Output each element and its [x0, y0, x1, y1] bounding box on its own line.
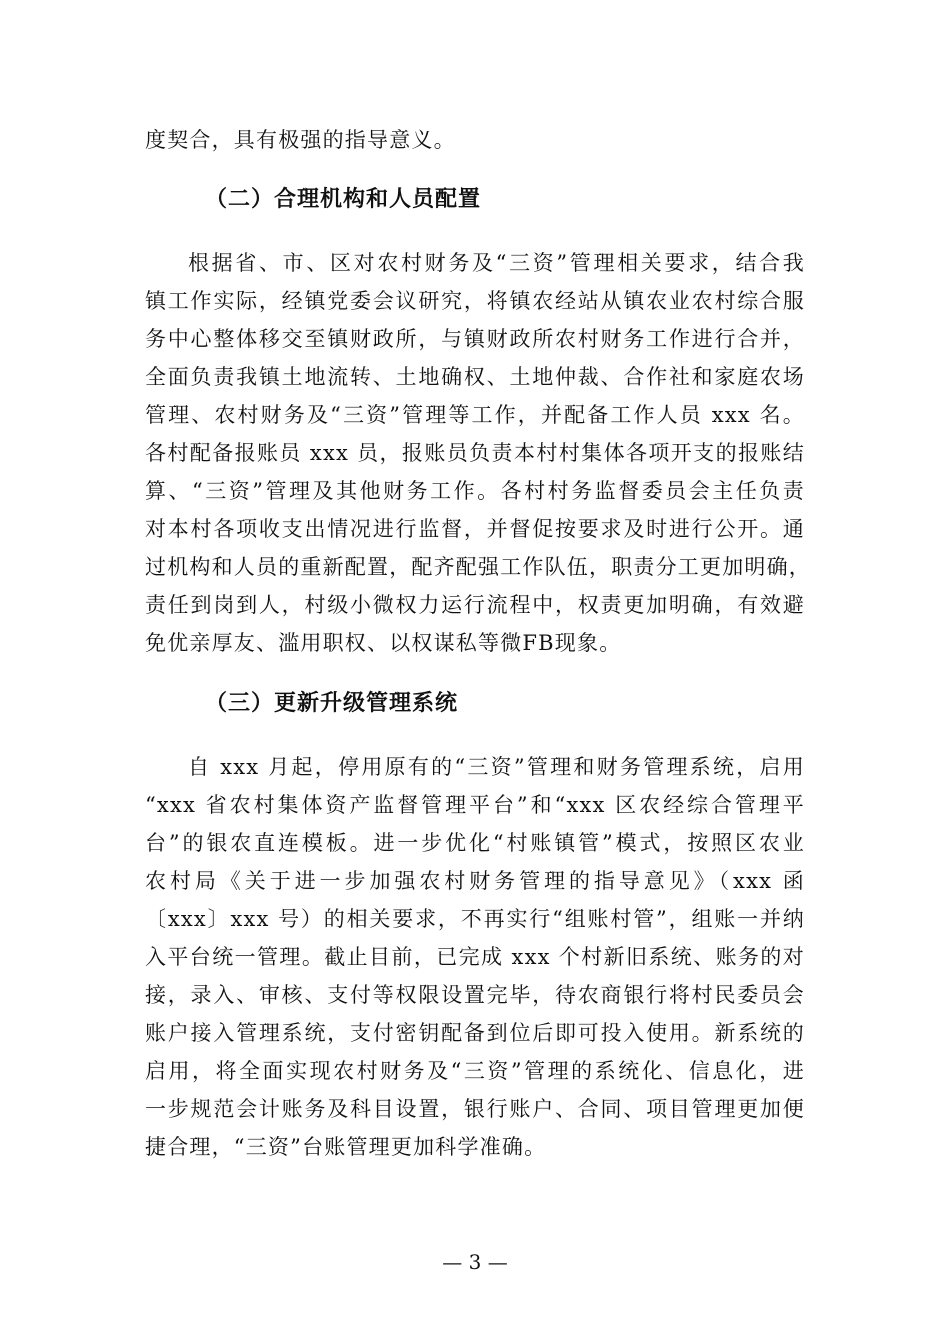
paragraph-line: “xxx 省农村集体资产监督管理平台”和“xxx 区农经综合管理平 [145, 793, 805, 817]
paragraph-line: 务中心整体移交至镇财政所，与镇财政所农村财务工作进行合并， [145, 327, 805, 351]
paragraph-line: 入平台统一管理。截止目前，已完成 xxx 个村新旧系统、账务的对 [145, 945, 805, 969]
paragraph-line: 镇工作实际，经镇党委会议研究，将镇农经站从镇农业农村综合服 [145, 289, 805, 313]
paragraph-line: 启用，将全面实现农村财务及“三资”管理的系统化、信息化，进 [145, 1059, 805, 1083]
section-heading-2: （二）合理机构和人员配置 [205, 187, 482, 212]
paragraph-line: 算、“三资”管理及其他财务工作。各村村务监督委员会主任负责 [145, 479, 805, 503]
paragraph-line: 根据省、市、区对农村财务及“三资”管理相关要求，结合我 [188, 251, 805, 275]
paragraph-line: 自 xxx 月起，停用原有的“三资”管理和财务管理系统，启用 [188, 755, 805, 779]
paragraph-line: 管理、农村财务及“三资”管理等工作，并配备工作人员 xxx 名。 [145, 403, 805, 427]
paragraph-line: 台”的银农直连模板。进一步优化“村账镇管”模式，按照区农业 [145, 831, 805, 855]
paragraph-line: 农村局《关于进一步加强农村财务管理的指导意见》（xxx 函 [145, 869, 805, 893]
paragraph-line: 〔xxx〕xxx 号）的相关要求，不再实行“组账村管”，组账一并纳 [145, 907, 805, 931]
paragraph-line: 全面负责我镇土地流转、土地确权、土地仲裁、合作社和家庭农场 [145, 365, 805, 389]
paragraph-line: 一步规范会计账务及科目设置，银行账户、合同、项目管理更加便 [145, 1097, 805, 1121]
page-number: — 3 — [442, 1250, 508, 1274]
paragraph-line: 度契合，具有极强的指导意义。 [145, 128, 456, 152]
paragraph-line: 责任到岗到人，村级小微权力运行流程中，权责更加明确，有效避 [145, 593, 805, 617]
paragraph-line: 捷合理，“三资”台账管理更加科学准确。 [145, 1135, 547, 1159]
paragraph-line: 接，录入、审核、支付等权限设置完毕，待农商银行将村民委员会 [145, 983, 805, 1007]
section-heading-3: （三）更新升级管理系统 [205, 691, 459, 716]
paragraph-line: 过机构和人员的重新配置，配齐配强工作队伍，职责分工更加明确， [145, 555, 811, 579]
paragraph-line: 免优亲厚友、滥用职权、以权谋私等微FB现象。 [145, 631, 622, 655]
paragraph-line: 对本村各项收支出情况进行监督，并督促按要求及时进行公开。通 [145, 517, 805, 541]
paragraph-line: 账户接入管理系统，支付密钥配备到位后即可投入使用。新系统的 [145, 1021, 805, 1045]
paragraph-line: 各村配备报账员 xxx 员，报账员负责本村村集体各项开支的报账结 [145, 441, 805, 465]
